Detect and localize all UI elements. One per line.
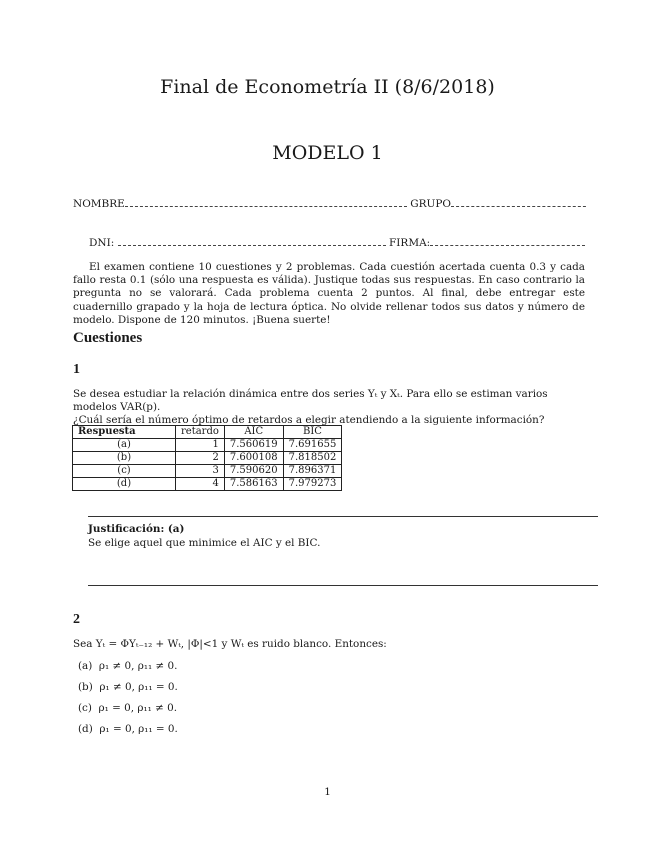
table-cell: 1: [176, 439, 225, 452]
table-row: [73, 439, 342, 452]
option-text: ρ₁ ≠ 0, ρ₁₁ = 0.: [99, 681, 178, 693]
option-c[interactable]: [78, 702, 177, 714]
table-cell: (a): [73, 439, 176, 452]
table-header: AIC: [224, 426, 283, 439]
table-cell: (d): [73, 478, 176, 491]
table-cell: 7.691655: [283, 439, 342, 452]
table-cell: 7.586163: [224, 478, 283, 491]
option-text: ρ₁ ≠ 0, ρ₁₁ ≠ 0.: [98, 660, 178, 672]
question-2-text: [73, 638, 585, 651]
table-header-row: [73, 426, 342, 439]
table-header: Respuesta: [73, 426, 176, 439]
table-header: retardo: [176, 426, 225, 439]
model-label: MODELO 1: [272, 142, 383, 164]
instructions: [73, 261, 585, 327]
exam-title: Final de Econometría II (8/6/2018): [160, 76, 495, 98]
lag-selection-table: [72, 425, 342, 491]
table-row: [73, 465, 342, 478]
question-1-text: [73, 388, 585, 428]
question-1-line-1: Se desea estudiar la relación dinámica entre dos series Yₜ y Xₜ. Para ello se estiman varios modelos VAR(p).: [73, 388, 548, 414]
table-cell: 2: [176, 452, 225, 465]
table-row: [73, 478, 342, 491]
name-field[interactable]: [125, 197, 407, 207]
table-row: [73, 452, 342, 465]
option-b[interactable]: [78, 681, 178, 693]
table-cell: (c): [73, 465, 176, 478]
justification-label: Justificación: (a): [88, 523, 185, 535]
dni-signature-row: [89, 236, 587, 249]
table-cell: 7.896371: [283, 465, 342, 478]
option-label: (c): [78, 702, 92, 714]
table-cell: 3: [176, 465, 225, 478]
dni-label: DNI:: [89, 237, 115, 249]
group-field[interactable]: [451, 197, 587, 207]
table-cell: 7.600108: [224, 452, 283, 465]
option-a[interactable]: [78, 660, 177, 672]
instructions-text: El examen contiene 10 cuestiones y 2 problemas. Cada cuestión acertada cuenta 0.3 y cada fallo resta 0.1 (sólo una respuesta es válida). Justique todas sus respuestas. En caso contrario la pregunta no se valorará. Cada problema cuenta 2 puntos. Al final, debe entregar este cuadernillo grapado y la hoja de lectura óptica. No olvide rellenar todos sus datos y número de modelo. Dispone de 120 minutos. ¡Buena suerte!: [73, 261, 585, 326]
justification-text: Se elige aquel que minimice el AIC y el BIC.: [88, 537, 321, 549]
justification-bottom-rule: [88, 585, 598, 586]
option-label: (a): [78, 660, 93, 672]
signature-field[interactable]: [430, 236, 585, 246]
name-group-row: [73, 197, 587, 210]
question-1-line-2: ¿Cuál sería el número óptimo de retardos a elegir atendiendo a la siguiente información?: [73, 414, 545, 427]
page-number: 1: [324, 786, 331, 798]
option-label: (d): [78, 723, 93, 735]
option-text: ρ₁ = 0, ρ₁₁ ≠ 0.: [98, 702, 178, 714]
table-cell: 7.979273: [283, 478, 342, 491]
option-label: (b): [78, 681, 93, 693]
name-label: NOMBRE: [73, 198, 125, 210]
table-cell: 7.560619: [224, 439, 283, 452]
table-cell: 4: [176, 478, 225, 491]
option-text: ρ₁ = 0, ρ₁₁ = 0.: [99, 723, 178, 735]
justification-top-rule: [88, 516, 598, 517]
section-title: Cuestiones: [73, 330, 143, 346]
question-2-stem: Sea Yₜ = ΦYₜ₋₁₂ + Wₜ, |Φ|<1 y Wₜ es ruido blanco. Entonces:: [73, 638, 387, 650]
option-d[interactable]: [78, 723, 178, 735]
group-label: GRUPO: [410, 198, 452, 210]
table-cell: (b): [73, 452, 176, 465]
question-1-number: 1: [73, 362, 80, 377]
justification-box: [88, 522, 593, 550]
table-cell: 7.818502: [283, 452, 342, 465]
dni-field[interactable]: [118, 236, 386, 246]
signature-label: FIRMA:: [388, 237, 431, 249]
question-2-number: 2: [73, 612, 80, 627]
table-header: BIC: [283, 426, 342, 439]
table-cell: 7.590620: [224, 465, 283, 478]
